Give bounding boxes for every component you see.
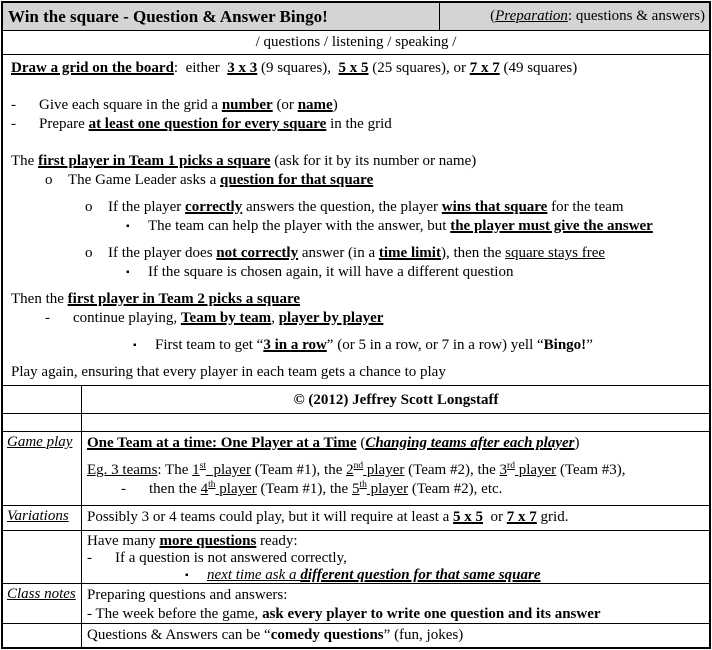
text-run: square stays free (505, 245, 606, 261)
text-run: One Team at a time: One Player at a Time (87, 435, 357, 451)
text-run: If the player (108, 199, 186, 215)
text-run: : either (173, 60, 228, 76)
text-run: answers the question, the player (242, 199, 442, 215)
text-run: ( (356, 435, 366, 451)
text-run: (Team #3), (556, 462, 626, 478)
section-label-more-questions (3, 531, 82, 583)
bullet-marker: ▪ (185, 570, 189, 581)
text-run: The Game Leader asks a (68, 172, 221, 188)
text-run: first player in Team 1 picks a square (38, 153, 271, 169)
text-run: 7 x 7 (506, 509, 537, 525)
text-run: first player in Team 2 picks a square (67, 291, 301, 307)
skills-line: / questions / listening / speaking / (3, 31, 709, 55)
doc-line (87, 434, 705, 453)
text-run: ” (586, 337, 593, 353)
text-run: If a question is not answered correctly, (115, 550, 347, 566)
copyright-row (3, 386, 709, 414)
instructions-block (3, 55, 709, 386)
text-run: (ask for it by its number or name) (270, 153, 477, 169)
text-run: Questions & Answers can be “ (87, 627, 271, 643)
text-run: more questions (159, 533, 257, 549)
bullet-marker: - (87, 550, 92, 566)
text-run: or (483, 509, 507, 525)
text-run: comedy questions (270, 627, 384, 643)
doc-line (11, 198, 707, 217)
text-run: 4 (200, 481, 209, 497)
doc-line (490, 7, 705, 26)
doc-line (87, 605, 705, 624)
text-run: (Team #2), etc. (408, 481, 503, 497)
text-run: - The week before the game, (87, 606, 263, 622)
class-notes-content (82, 584, 709, 623)
text-run: grid. (536, 509, 569, 525)
text-run: wins that square (441, 199, 548, 215)
text-run: th (208, 480, 216, 490)
text-run: Play again, ensuring that every player in each team gets a chance to play (11, 364, 446, 380)
text-run: Prepare (39, 116, 89, 132)
text-run: player by player (278, 310, 384, 326)
blank-line (11, 134, 707, 152)
variations-content (82, 506, 709, 530)
text-run: answer (in a (298, 245, 379, 261)
text-run: 7 x 7 (469, 60, 500, 76)
section-row-variations (3, 506, 709, 531)
text-run: 3 in a row (263, 337, 327, 353)
text-run: ask every player to write one question and its answer (262, 606, 601, 622)
comedy-content (82, 624, 709, 647)
text-run: player (215, 481, 257, 497)
text-run: for the team (547, 199, 624, 215)
text-run: st (199, 461, 206, 471)
copyright-text: © (2012) Jeffrey Scott Longstaff (293, 392, 499, 408)
text-run: The (11, 153, 39, 169)
text-run: not correctly (216, 245, 299, 261)
bullet-marker: - (11, 116, 16, 132)
bullet-marker: ▪ (126, 221, 130, 232)
text-run: name (297, 97, 333, 113)
doc-line (87, 508, 705, 527)
copyright-label-cell (3, 386, 82, 413)
text-run: then the (149, 481, 201, 497)
doc-line (11, 263, 707, 282)
section-label-class-notes (3, 584, 82, 623)
section-row-gameplay (3, 432, 709, 506)
text-run: (49 squares) (499, 60, 578, 76)
doc-line (11, 217, 707, 236)
text-run: different question for that same square (300, 567, 541, 583)
text-run: 5 x 5 (453, 509, 484, 525)
text-run: 3 (499, 462, 508, 478)
spacer-row (3, 414, 709, 432)
doc-line (11, 244, 707, 263)
text-run: in the grid (326, 116, 392, 132)
worksheet (1, 1, 711, 649)
spacer-content-cell (82, 414, 709, 431)
bullet-marker: - (11, 97, 16, 113)
section-label-variations (3, 506, 82, 530)
text-run: 1 (192, 462, 200, 478)
text-run: Possibly 3 or 4 teams could play, but it will require at least a (87, 509, 454, 525)
text-run: Then the (11, 291, 68, 307)
text-run: correctly (185, 199, 243, 215)
section-label-comedy (3, 624, 82, 647)
doc-line (11, 290, 707, 309)
text-run: player (366, 481, 409, 497)
text-run: player (363, 462, 405, 478)
text-run: ” (fun, jokes) (383, 627, 464, 643)
page-title: Win the square - Question & Answer Bingo! (8, 6, 328, 26)
text-run: rd (507, 461, 515, 471)
text-run: nd (353, 461, 364, 471)
text-run: 2 (346, 462, 354, 478)
text-run: player (514, 462, 557, 478)
text-run: (Team #2), the (404, 462, 500, 478)
text-run: (25 squares), or (368, 60, 470, 76)
doc-line (87, 626, 705, 645)
section-row-comedy (3, 624, 709, 647)
bullet-marker: o (45, 172, 53, 188)
text-run: If the player does (108, 245, 217, 261)
doc-line (11, 363, 707, 382)
bullet-marker: - (45, 310, 50, 326)
text-run: : questions & answers) (567, 8, 705, 24)
text-run: at least one question for every square (88, 116, 327, 132)
doc-line (11, 336, 707, 355)
text-run: time limit (378, 245, 441, 261)
text-run: The team can help the player with the answer, but (148, 218, 451, 234)
text-run: If the square is chosen again, it will have a different question (148, 264, 514, 280)
text-run: th (359, 480, 367, 490)
section-label-text: Game play (7, 434, 73, 450)
spacer-label-cell (3, 414, 82, 431)
text-run: Preparing questions and answers: (87, 587, 288, 603)
doc-line (87, 586, 705, 605)
doc-line (87, 461, 705, 480)
header-row (3, 3, 709, 31)
gameplay-content (82, 432, 709, 505)
text-run: Preparation (495, 8, 568, 24)
text-run: (Team #1), the (256, 481, 352, 497)
section-label-gameplay (3, 432, 82, 505)
text-run: : The (157, 462, 193, 478)
doc-line (87, 480, 705, 499)
more-questions-content (82, 531, 709, 583)
text-run: Give each square in the grid a (39, 97, 222, 113)
doc-line (87, 550, 705, 567)
text-run: 5 x 5 (338, 60, 369, 76)
section-label-text: Class notes (7, 586, 76, 602)
bullet-marker: o (85, 199, 93, 215)
text-run: player (205, 462, 251, 478)
section-row-class-notes (3, 584, 709, 624)
doc-line (11, 309, 707, 328)
text-run: ready: (256, 533, 298, 549)
text-run: question for that square (220, 172, 374, 188)
text-run: Bingo! (543, 337, 587, 353)
bullet-marker: - (121, 481, 126, 497)
text-run: 5 (351, 481, 360, 497)
section-row-more-questions (3, 531, 709, 584)
doc-line (87, 567, 705, 584)
text-run: ) (332, 97, 338, 113)
bullet-marker: o (85, 245, 93, 261)
text-run: continue playing, (73, 310, 181, 326)
text-run: Changing teams after each player (365, 435, 575, 451)
preparation-note (439, 3, 709, 30)
text-run: Have many (87, 533, 160, 549)
doc-line (11, 171, 707, 190)
bullet-marker: ▪ (126, 267, 130, 278)
doc-line (11, 96, 707, 115)
text-run: Team by team (180, 310, 272, 326)
text-run: ( (490, 8, 496, 24)
text-run: the player must give the answer (450, 218, 653, 234)
text-run: First team to get “ (155, 337, 264, 353)
text-run: next time ask a (207, 567, 301, 583)
blank-line (11, 78, 707, 96)
text-run: (9 squares), (257, 60, 339, 76)
text-run: number (221, 97, 273, 113)
bullet-marker: ▪ (133, 340, 137, 351)
text-run: (Team #1), the (250, 462, 347, 478)
text-run: (or (272, 97, 298, 113)
text-run: 3 x 3 (227, 60, 258, 76)
doc-line (11, 115, 707, 134)
text-run: ” (or 5 in a row, or 7 in a row) yell “ (326, 337, 544, 353)
text-run: ) (574, 435, 580, 451)
text-run: Draw a grid on the board (11, 60, 174, 76)
doc-line (11, 59, 707, 78)
section-label-text: Variations (7, 508, 69, 524)
doc-line (11, 152, 707, 171)
text-run: ), then the (440, 245, 506, 261)
text-run: Eg. 3 teams (87, 462, 158, 478)
doc-line (87, 533, 705, 550)
text-run: , (271, 310, 279, 326)
